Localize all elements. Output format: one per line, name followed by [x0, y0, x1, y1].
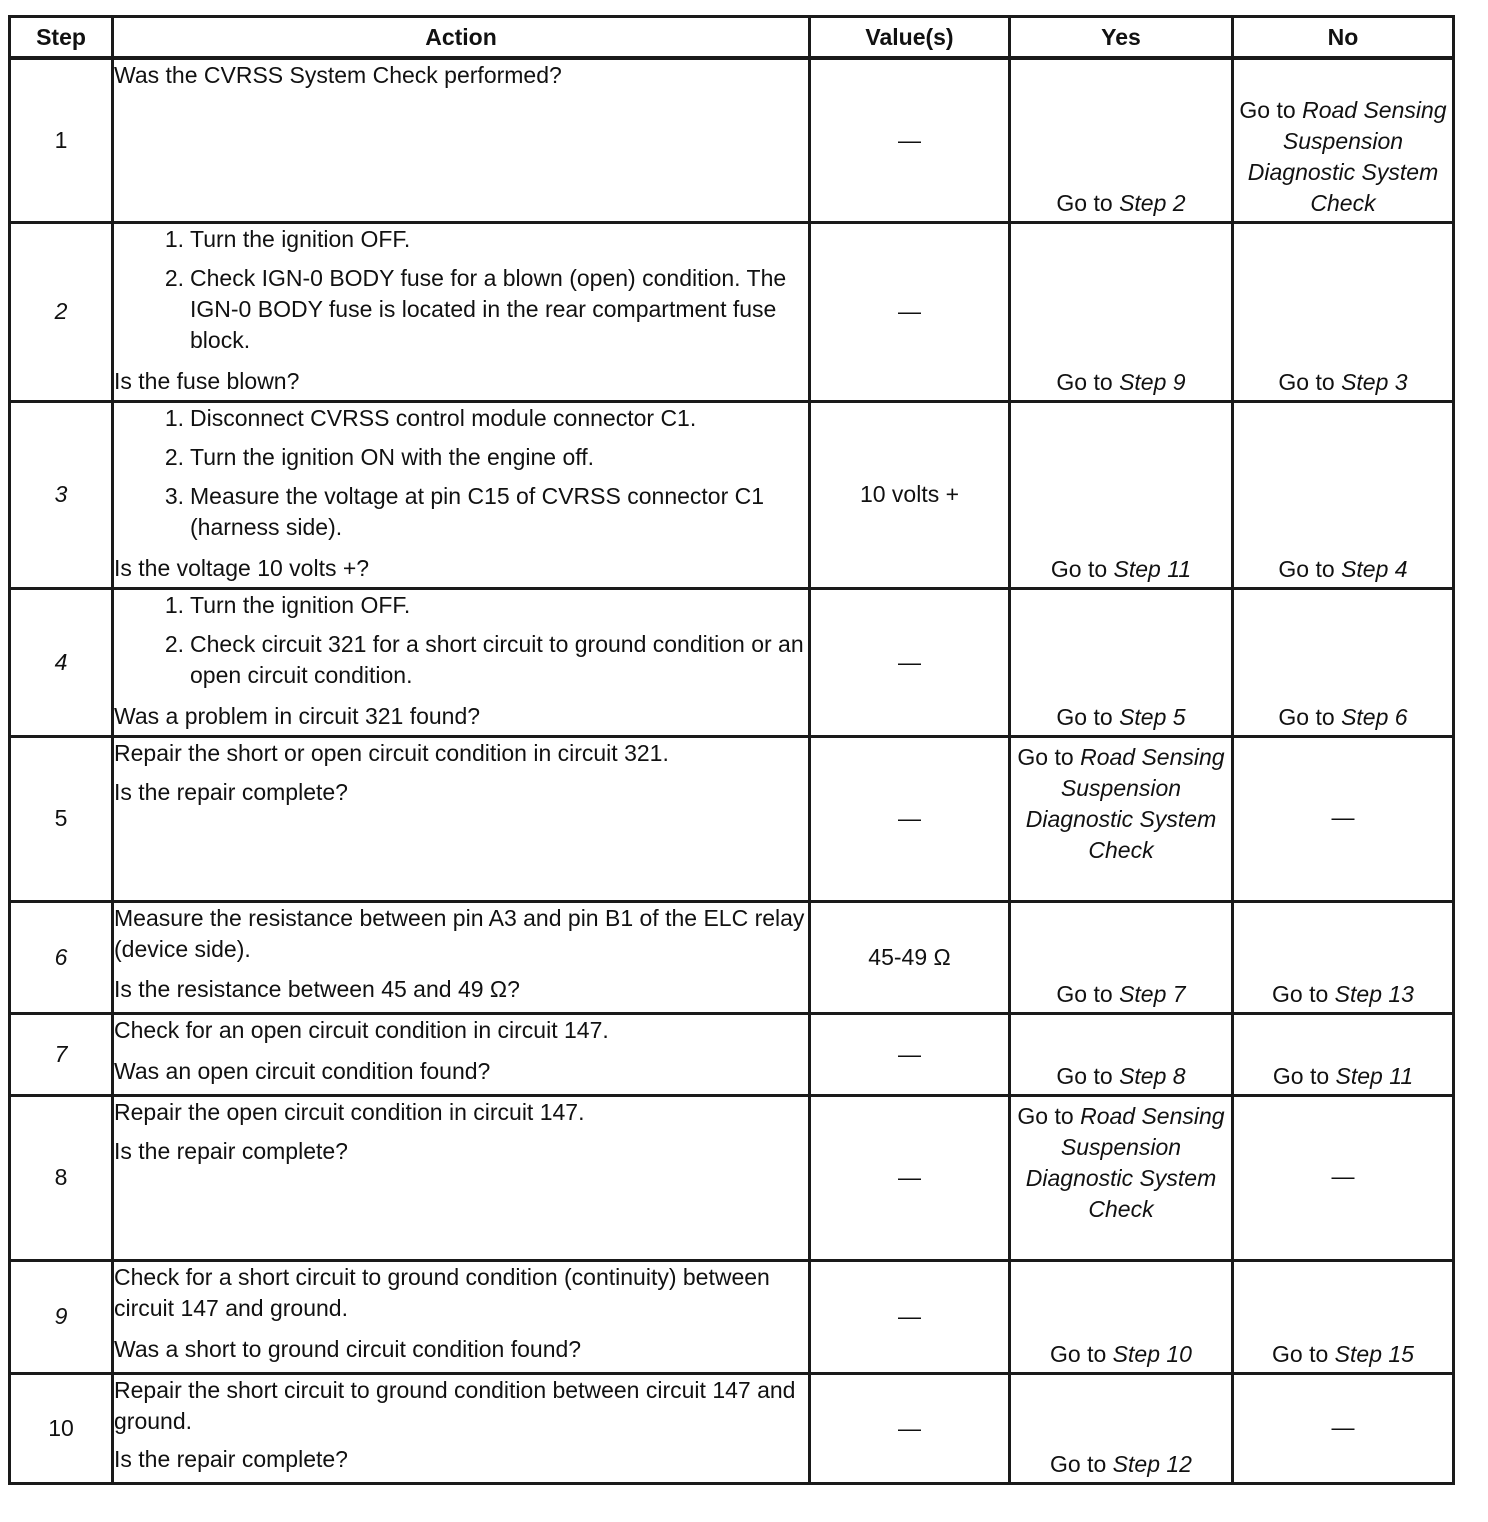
yes-cell-prefix: Go to — [1056, 1062, 1120, 1089]
action-question: Was a short to ground circuit condition found? — [114, 1335, 582, 1362]
value-cell: — — [810, 1260, 1010, 1373]
table-row — [10, 222, 1454, 401]
value-cell: — — [810, 58, 1010, 222]
step-number: 6 — [10, 901, 113, 1013]
value-cell: — — [810, 1095, 1010, 1260]
table-row — [10, 588, 1454, 736]
action-text: Is the repair complete? — [114, 778, 348, 805]
action-text: Was the CVRSS System Check performed? — [114, 62, 562, 88]
action-body — [114, 403, 808, 551]
no-cell — [1233, 1373, 1454, 1483]
action-cell — [113, 1260, 810, 1373]
no-cell-prefix: Go to — [1278, 703, 1342, 730]
action-text: Is the repair complete? — [114, 1137, 348, 1164]
step-number: 3 — [10, 401, 113, 588]
action-body — [114, 1262, 808, 1324]
action-content — [114, 1262, 808, 1365]
action-body — [114, 1097, 808, 1167]
list-item — [114, 442, 808, 473]
list-item — [114, 481, 808, 543]
yes-cell-link[interactable]: Step 5 — [1119, 703, 1186, 730]
action-content — [114, 403, 808, 584]
yes-cell — [1010, 1095, 1233, 1260]
action-cell — [113, 58, 810, 222]
list-item-number: 3. — [164, 482, 184, 509]
yes-cell — [1010, 736, 1233, 901]
action-content — [114, 903, 808, 1005]
yes-cell — [1010, 901, 1233, 1013]
yes-cell-prefix: Go to — [1056, 189, 1120, 216]
yes-cell-prefix: Go to — [1050, 1340, 1113, 1367]
list-item — [114, 629, 808, 691]
no-cell — [1233, 401, 1454, 588]
yes-cell-link[interactable]: Step 12 — [1112, 1450, 1192, 1477]
action-body — [114, 60, 808, 91]
yes-cell-prefix: Go to — [1056, 703, 1120, 730]
step-number: 4 — [10, 588, 113, 736]
yes-cell-prefix: Go to — [1056, 368, 1120, 395]
list-item — [114, 590, 808, 621]
action-content — [114, 60, 808, 214]
action-question: Is the repair complete? — [114, 1445, 348, 1472]
table-row — [10, 1013, 1454, 1095]
action-cell — [113, 901, 810, 1013]
no-cell — [1233, 58, 1454, 222]
yes-cell-link[interactable]: Step 9 — [1119, 368, 1186, 395]
table-row — [10, 401, 1454, 588]
step-number: 9 — [10, 1260, 113, 1373]
action-question: Is the resistance between 45 and 49 Ω? — [114, 975, 520, 1002]
action-body — [114, 738, 808, 808]
no-cell-prefix: Go to — [1272, 1062, 1336, 1089]
table-row — [10, 1095, 1454, 1260]
list-item-text: Check circuit 321 for a short circuit to ground condition or an open circuit condition. — [190, 630, 804, 688]
yes-cell-link[interactable]: Road Sensing Suspension Diagnostic System Check — [1025, 743, 1225, 863]
yes-cell-link[interactable]: Road Sensing Suspension Diagnostic System Check — [1025, 1102, 1225, 1222]
action-text: Repair the short circuit to ground condition between circuit 147 and ground. — [114, 1376, 796, 1434]
yes-cell — [1010, 222, 1233, 401]
no-cell-link[interactable]: Step 13 — [1334, 980, 1414, 1007]
no-cell-link[interactable]: Step 15 — [1334, 1340, 1414, 1367]
yes-cell-link[interactable]: Step 8 — [1119, 1062, 1186, 1089]
list-item — [114, 224, 808, 255]
yes-cell-prefix: Go to — [1017, 743, 1081, 770]
list-item-number: 2. — [164, 630, 184, 657]
no-cell-link[interactable]: Step 6 — [1341, 703, 1408, 730]
action-cell — [113, 1013, 810, 1095]
step-number: 7 — [10, 1013, 113, 1095]
action-content — [114, 1015, 808, 1087]
list-item — [114, 403, 808, 434]
header-no: No — [1233, 17, 1454, 59]
action-body — [114, 1015, 808, 1046]
yes-cell — [1010, 401, 1233, 588]
list-item-text: Measure the voltage at pin C15 of CVRSS connector C1 (harness side). — [190, 482, 765, 540]
no-cell-prefix: Go to — [1272, 980, 1335, 1007]
no-cell-link[interactable]: Step 4 — [1341, 555, 1408, 582]
action-cell — [113, 588, 810, 736]
action-steps-list — [114, 403, 808, 543]
header-yes: Yes — [1010, 17, 1233, 59]
action-text: Measure the resistance between pin A3 and pin B1 of the ELC relay (device side). — [114, 904, 805, 962]
table-row — [10, 58, 1454, 222]
list-item-text: Turn the ignition ON with the engine off. — [190, 443, 595, 470]
step-number: 8 — [10, 1095, 113, 1260]
action-cell — [113, 1095, 810, 1260]
action-steps-list — [114, 224, 808, 356]
yes-cell — [1010, 1013, 1233, 1095]
table-row — [10, 901, 1454, 1013]
header-step: Step — [10, 17, 113, 59]
no-cell-prefix: Go to — [1272, 1340, 1335, 1367]
value-cell: — — [810, 1013, 1010, 1095]
yes-cell — [1010, 58, 1233, 222]
no-cell-link[interactable]: — — [1331, 1413, 1355, 1440]
action-content — [114, 1375, 808, 1475]
action-question: Was a problem in circuit 321 found? — [114, 702, 481, 729]
table-row — [10, 1260, 1454, 1373]
action-body — [114, 590, 808, 699]
yes-cell — [1010, 588, 1233, 736]
no-cell — [1233, 901, 1454, 1013]
list-item-number: 2. — [164, 443, 184, 470]
value-cell: — — [810, 222, 1010, 401]
yes-cell-prefix: Go to — [1056, 980, 1120, 1007]
list-item-number: 1. — [164, 225, 184, 252]
yes-cell — [1010, 1373, 1233, 1483]
yes-cell-prefix: Go to — [1017, 1102, 1081, 1129]
list-item-text: Check IGN-0 BODY fuse for a blown (open) condition. The IGN-0 BODY fuse is located in the rear compartment fuse block. — [190, 264, 787, 353]
action-text: Repair the short or open circuit condition in circuit 321. — [114, 739, 669, 766]
header-action: Action — [113, 17, 810, 59]
action-text: Check for an open circuit condition in circuit 147. — [114, 1016, 609, 1043]
action-cell — [113, 1373, 810, 1483]
list-item — [114, 263, 808, 356]
action-content — [114, 224, 808, 397]
no-cell — [1233, 222, 1454, 401]
step-number: 10 — [10, 1373, 113, 1483]
action-question: Is the fuse blown? — [114, 367, 300, 394]
value-cell: — — [810, 588, 1010, 736]
list-item-number: 1. — [164, 404, 184, 431]
list-item-text: Disconnect CVRSS control module connector C1. — [190, 404, 697, 431]
list-item-text: Turn the ignition OFF. — [190, 225, 411, 252]
no-cell-prefix: Go to — [1278, 555, 1342, 582]
action-text: Repair the open circuit condition in circuit 147. — [114, 1098, 585, 1125]
action-cell — [113, 736, 810, 901]
yes-cell — [1010, 1260, 1233, 1373]
action-content — [114, 590, 808, 732]
list-item-text: Turn the ignition OFF. — [190, 591, 411, 618]
list-item-number: 2. — [164, 264, 184, 291]
no-cell — [1233, 1095, 1454, 1260]
no-cell-link[interactable]: Step 3 — [1341, 368, 1408, 395]
action-body — [114, 1375, 808, 1437]
value-cell: 10 volts + — [810, 401, 1010, 588]
list-item-number: 1. — [164, 591, 184, 618]
value-cell: 45-49 Ω — [810, 901, 1010, 1013]
step-number: 1 — [10, 58, 113, 222]
action-steps-list — [114, 590, 808, 691]
table-row — [10, 736, 1454, 901]
action-question: Was an open circuit condition found? — [114, 1057, 491, 1084]
action-cell — [113, 401, 810, 588]
action-content — [114, 738, 808, 893]
no-cell — [1233, 1260, 1454, 1373]
action-text: Check for a short circuit to ground condition (continuity) between circuit 147 and ground. — [114, 1263, 770, 1321]
no-cell — [1233, 1013, 1454, 1095]
table-row — [10, 1373, 1454, 1483]
no-cell-link[interactable]: — — [1331, 804, 1355, 830]
no-cell-link[interactable]: — — [1331, 1163, 1355, 1189]
action-question: Is the voltage 10 volts +? — [114, 554, 370, 581]
yes-cell-link[interactable]: Step 10 — [1112, 1340, 1192, 1367]
no-cell-prefix: Go to — [1278, 368, 1342, 395]
no-cell — [1233, 588, 1454, 736]
yes-cell-link[interactable]: Step 7 — [1119, 980, 1186, 1007]
no-cell — [1233, 736, 1454, 901]
yes-cell-link[interactable]: Step 11 — [1113, 555, 1192, 582]
action-content — [114, 1097, 808, 1252]
value-cell: — — [810, 736, 1010, 901]
step-number: 2 — [10, 222, 113, 401]
action-body — [114, 224, 808, 364]
action-body — [114, 903, 808, 965]
yes-cell-link[interactable]: Step 2 — [1119, 189, 1186, 216]
diagnostic-table — [8, 15, 1455, 1485]
step-number: 5 — [10, 736, 113, 901]
header-row — [10, 17, 1454, 59]
header-values: Value(s) — [810, 17, 1010, 59]
no-cell-link[interactable]: Road Sensing Suspension Diagnostic System Check — [1247, 96, 1447, 216]
yes-cell-prefix: Go to — [1050, 1450, 1113, 1477]
no-cell-prefix: Go to — [1239, 96, 1303, 123]
yes-cell-prefix: Go to — [1050, 555, 1114, 582]
no-cell-link[interactable]: Step 11 — [1335, 1062, 1414, 1089]
action-cell — [113, 222, 810, 401]
value-cell: — — [810, 1373, 1010, 1483]
